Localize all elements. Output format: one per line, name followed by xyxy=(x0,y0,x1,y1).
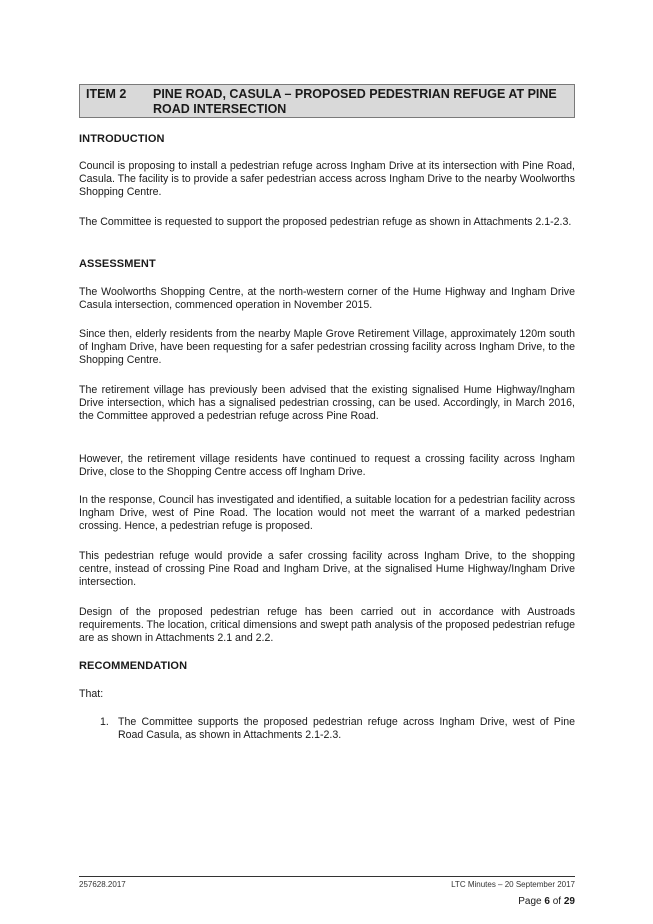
recommendation-intro: That: xyxy=(79,688,104,700)
assessment-paragraph-6: This pedestrian refuge would provide a safer crossing facility across Ingham Drive, to the shopping centre, instead of crossing Pine Road and Ingham Drive, at the signalised Hume Highway/Ingham Drive intersection. xyxy=(79,550,575,589)
recommendation-item-text: The Committee supports the proposed pedestrian refuge across Ingham Drive, west of Pine Road Casula, as shown in Attachments 2.1-2.3. xyxy=(118,716,575,742)
footer-doc-ref: 257628.2017 xyxy=(79,880,126,889)
item-header-box xyxy=(79,84,575,118)
page-number xyxy=(518,896,575,907)
introduction-paragraph-1: Council is proposing to install a pedestrian refuge across Ingham Drive at its intersection with Pine Road, Casula. The facility is to provide a safer pedestrian access across Ingham Drive to the nearby Woolworths Shopping Centre. xyxy=(79,160,575,199)
assessment-paragraph-4: However, the retirement village residents have continued to request a crossing facility across Ingham Drive, close to the Shopping Centre access off Ingham Drive. xyxy=(79,453,575,479)
page-current: 6 xyxy=(544,896,550,907)
footer-divider xyxy=(79,876,575,877)
recommendation-item-number: 1. xyxy=(100,716,109,728)
assessment-paragraph-7: Design of the proposed pedestrian refuge has been carried out in accordance with Austroads requirements. The location, critical dimensions and swept path analysis of the proposed pedestrian refuge are as shown in Attachments 2.1 and 2.2. xyxy=(79,606,575,645)
introduction-heading: INTRODUCTION xyxy=(79,133,165,145)
assessment-paragraph-1: The Woolworths Shopping Centre, at the north-western corner of the Hume Highway and Ingham Drive Casula intersection, commenced operation in November 2015. xyxy=(79,286,575,312)
item-number: ITEM 2 xyxy=(86,87,127,101)
item-title: PINE ROAD, CASULA – PROPOSED PEDESTRIAN REFUGE AT PINE ROAD INTERSECTION xyxy=(153,87,557,116)
assessment-paragraph-3: The retirement village has previously been advised that the existing signalised Hume Highway/Ingham Drive intersection, which has a signalised pedestrian crossing, can be used. Accordingly, in March 2016, the Committee approved a pedestrian refuge across Pine Road. xyxy=(79,384,575,423)
assessment-paragraph-2: Since then, elderly residents from the nearby Maple Grove Retirement Village, approximately 120m south of Ingham Drive, have been requesting for a safer pedestrian crossing facility across Ingham Drive, to the Shopping Centre. xyxy=(79,328,575,367)
assessment-heading: ASSESSMENT xyxy=(79,258,156,270)
page-of: of xyxy=(552,896,562,907)
page-label: Page xyxy=(518,896,542,907)
assessment-paragraph-5: In the response, Council has investigated and identified, a suitable location for a pedestrian facility across Ingham Drive, west of Pine Road. The location would not meet the warrant of a marked pedestrian crossing. Hence, a pedestrian refuge is proposed. xyxy=(79,494,575,533)
introduction-paragraph-2: The Committee is requested to support the proposed pedestrian refuge as shown in Attachments 2.1-2.3. xyxy=(79,216,572,228)
footer-meeting: LTC Minutes – 20 September 2017 xyxy=(451,880,575,889)
page-total: 29 xyxy=(563,896,575,907)
recommendation-heading: RECOMMENDATION xyxy=(79,660,188,672)
